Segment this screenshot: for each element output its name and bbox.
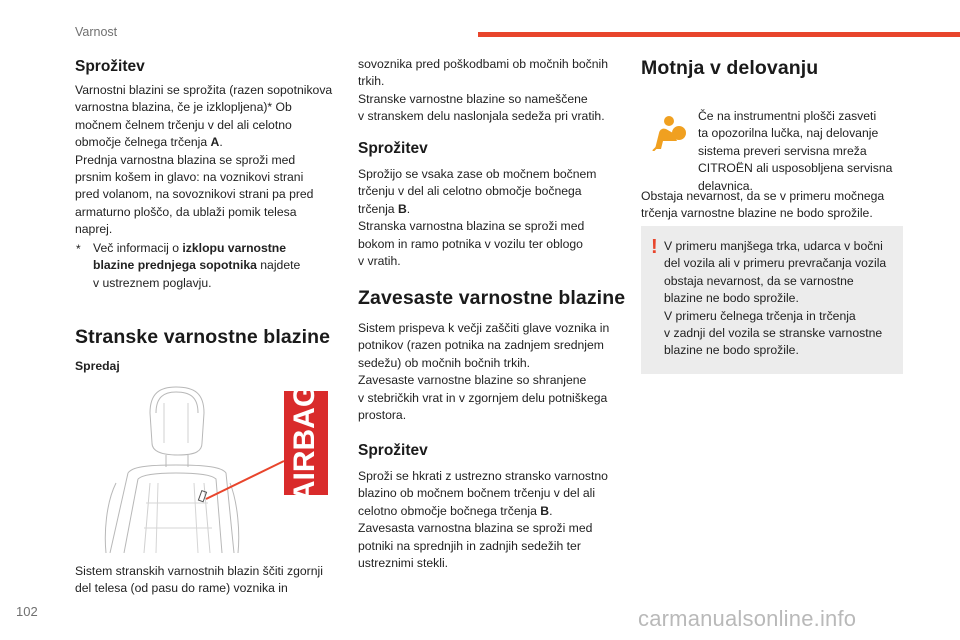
text-line: Stranska varnostna blazina se sproži med xyxy=(358,219,585,234)
airbag-label: AIRBAG xyxy=(287,383,321,503)
text-line: v stranskem delu naslonjala sedeža pri vratih. xyxy=(358,109,605,124)
text-line: potnikov (razen potnika na zadnjem srednjem xyxy=(358,338,604,353)
text-line: V primeru manjšega trka, udarca v bočni xyxy=(664,239,883,253)
text-line: v ustreznem poglavju. xyxy=(93,275,212,290)
header-accent-bar xyxy=(478,32,960,37)
page-number: 102 xyxy=(16,604,38,619)
text-line: delavnica. xyxy=(698,178,753,193)
heading-stranske: Stranske varnostne blazine xyxy=(75,326,331,348)
text-line: Prednja varnostna blazina se sproži med xyxy=(75,152,296,167)
text-line: del vozila ali v primeru prevračanja vozila xyxy=(664,256,887,271)
text-line: armaturno ploščo, da ublaži pomik telesa xyxy=(75,204,297,219)
text-line: Stranske varnostne blazine so nameščene xyxy=(358,91,588,106)
text-line: Če na instrumentni plošči zasveti xyxy=(698,109,877,123)
paragraph-curtain xyxy=(358,320,628,424)
text-line: naprej. xyxy=(75,222,113,237)
text-line: Obstaja nevarnost, da se v primeru močnega xyxy=(641,189,885,203)
text-line: Sproži se hkrati z ustrezno stransko varnostno xyxy=(358,469,608,483)
section-title: Varnost xyxy=(75,25,118,39)
text-line: Sprožijo se vsaka zase ob močnem bočnem xyxy=(358,167,597,181)
paragraph-front-airbag xyxy=(75,82,340,239)
text-line: v zadnji del vozila se stranske varnostne xyxy=(664,326,883,341)
text-line: potniki na sprednjih in zadnjih sedežih ter xyxy=(358,538,581,553)
text-line: Več informacij o izklopu varnostne xyxy=(93,241,287,255)
text-line: sistema preveri servisna mreža xyxy=(698,143,867,158)
heading-zavesaste: Zavesaste varnostne blazine xyxy=(358,287,626,309)
text-line: Zavesasta varnostna blazina se sproži med xyxy=(358,521,593,536)
text-line: bokom in ramo potnika v vozilu ter oblogo xyxy=(358,236,583,251)
paragraph-curtain-trigger xyxy=(358,468,628,572)
warning-text xyxy=(664,238,900,360)
warning-exclamation-icon: ! xyxy=(651,236,658,258)
heading-sprozitev: Sprožitev xyxy=(75,58,145,75)
text-line: prsnim košem in glavo: na voznikovi strani xyxy=(75,170,304,185)
text-line: blazine ne bodo sprožile. xyxy=(664,291,799,306)
text-line: Zavesaste varnostne blazine so shranjene xyxy=(358,373,587,388)
text-line: Sistem prispeva k večji zaščiti glave voznika in xyxy=(358,321,610,335)
paragraph-side-continuation xyxy=(358,56,623,126)
footnote xyxy=(93,240,338,292)
side-airbag-seat-figure xyxy=(98,383,336,553)
text-line: blazine prednjega sopotnika najdete xyxy=(93,258,301,273)
warning-light-text xyxy=(698,108,908,195)
figure-caption xyxy=(75,563,340,598)
text-line: v vratih. xyxy=(358,254,401,269)
text-line: prostora. xyxy=(358,408,407,423)
text-line: močnem čelnem trčenju v del ali celotno xyxy=(75,117,292,132)
text-line: območje čelnega trčenja A. xyxy=(75,135,223,150)
heading-sprozitev-curtain: Sprožitev xyxy=(358,442,428,459)
text-line: Sistem stranskih varnostnih blazin ščiti zgornji xyxy=(75,564,323,578)
subheading-spredaj: Spredaj xyxy=(75,359,120,373)
airbag-warning-icon xyxy=(649,111,689,151)
footnote-asterisk: * xyxy=(76,242,81,256)
text-line: V primeru čelnega trčenja in trčenja xyxy=(664,308,856,323)
text-line: trčenja B. xyxy=(358,201,411,216)
text-line: trkih. xyxy=(358,74,385,89)
text-line: blazine ne bodo sprožile. xyxy=(664,343,799,358)
paragraph-side-trigger xyxy=(358,166,623,270)
text-line: obstaja nevarnost, da se varnostne xyxy=(664,273,854,288)
text-line: sedežu) ob močnih bočnih trkih. xyxy=(358,355,531,370)
heading-sprozitev-side: Sprožitev xyxy=(358,140,428,157)
heading-motnja: Motnja v delovanju xyxy=(641,57,819,79)
text-line: CITROËN ali usposobljena servisna xyxy=(698,161,893,176)
text-line: blazino ob močnem bočnem trčenju v del ali xyxy=(358,486,596,501)
text-line: ta opozorilna lučka, naj delovanje xyxy=(698,126,879,141)
text-line: trčenja varnostne blazine ne bodo sprožile. xyxy=(641,206,873,221)
text-line: trčenju v del ali celotno območje bočnega xyxy=(358,184,582,199)
text-line: sovoznika pred poškodbami ob močnih bočnih xyxy=(358,57,608,71)
paragraph-risk xyxy=(641,188,909,223)
text-line: celotno območje bočnega trčenja B. xyxy=(358,503,553,518)
watermark: carmanualsonline.info xyxy=(638,606,857,631)
text-line: v stebričkih vrat in v zgornjem delu potniškega xyxy=(358,390,608,405)
text-line: pred volanom, na sovoznikovi strani pa pred xyxy=(75,187,314,202)
text-line: Varnostni blazini se sprožita (razen sopotnikova xyxy=(75,83,333,97)
text-line: del telesa (od pasu do rame) voznika in xyxy=(75,581,288,596)
text-line: varnostna blazina, če je izklopljena)* Ob xyxy=(75,100,292,115)
text-line: ustreznimi stekli. xyxy=(358,556,449,571)
